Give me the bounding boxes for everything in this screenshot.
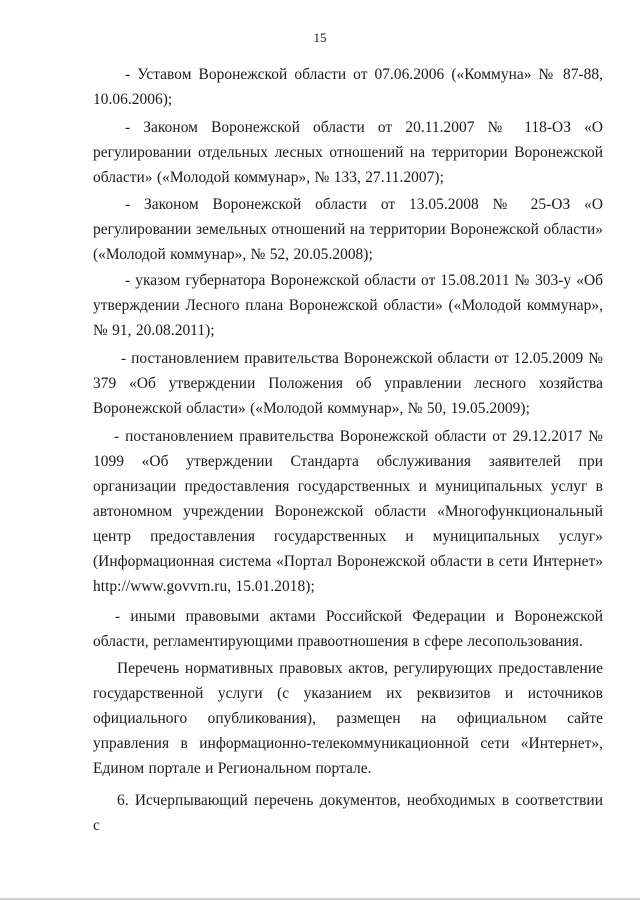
paragraph-resolution-2009: - постановлением правительства Воронежской области от 12.05.2009 № 379 «Об утверждении Положения об управлении лесного хозяйства Воронежской области» («Молодой коммунар», № 50, 19.05.2009); (93, 350, 603, 417)
page-number: 15 (313, 30, 327, 45)
paragraph-forest-law: - Законом Воронежской области от 20.11.2007 № 118-ОЗ «О регулировании отдельных лесных отношений на территории Воронежской области» («Молодой коммунар», № 133, 27.11.2007); (93, 119, 603, 186)
paragraph-acts-list: Перечень нормативных правовых актов, регулирующих предоставление государственной услуги (с указанием их реквизитов и источников официального опубликования), размещен на официальном сайте управления в информационно-телекоммуникационной сети «Интернет», Едином портале и Региональном портале. (93, 660, 603, 777)
paragraph-charter: - Уставом Воронежской области от 07.06.2006 («Коммуна» № 87-88, 10.06.2006); (93, 66, 603, 108)
paragraph-section-6: 6. Исчерпывающий перечень документов, необходимых в соответствии с (93, 792, 603, 834)
paragraph-land-law: - Законом Воронежской области от 13.05.2008 № 25-ОЗ «О регулировании земельных отношений на территории Воронежской области» («Молодой коммунар», № 52, 20.05.2008); (93, 196, 603, 263)
paragraph-governor-decree: - указом губернатора Воронежской области от 15.08.2011 № 303-у «Об утверждении Лесного плана Воронежской области» («Молодой коммунар», № 91, 20.08.2011); (93, 272, 603, 339)
paragraph-resolution-2017: - постановлением правительства Воронежской области от 29.12.2017 № 1099 «Об утверждении Стандарта обслуживания заявителей при организации предоставления государственных и муниципальных услуг в автономном учреждении Воронежской области «Многофункциональный центр предоставления государственных и муниципальных услуг» (Информационная система «Портал Воронежской области в сети Интернет» http://www.govvrn.ru, 15.01.2018); (93, 428, 603, 595)
paragraph-other-acts: - иными правовыми актами Российской Федерации и Воронежской области, регламентирующими правоотношения в сфере лесопользования. (93, 608, 603, 650)
